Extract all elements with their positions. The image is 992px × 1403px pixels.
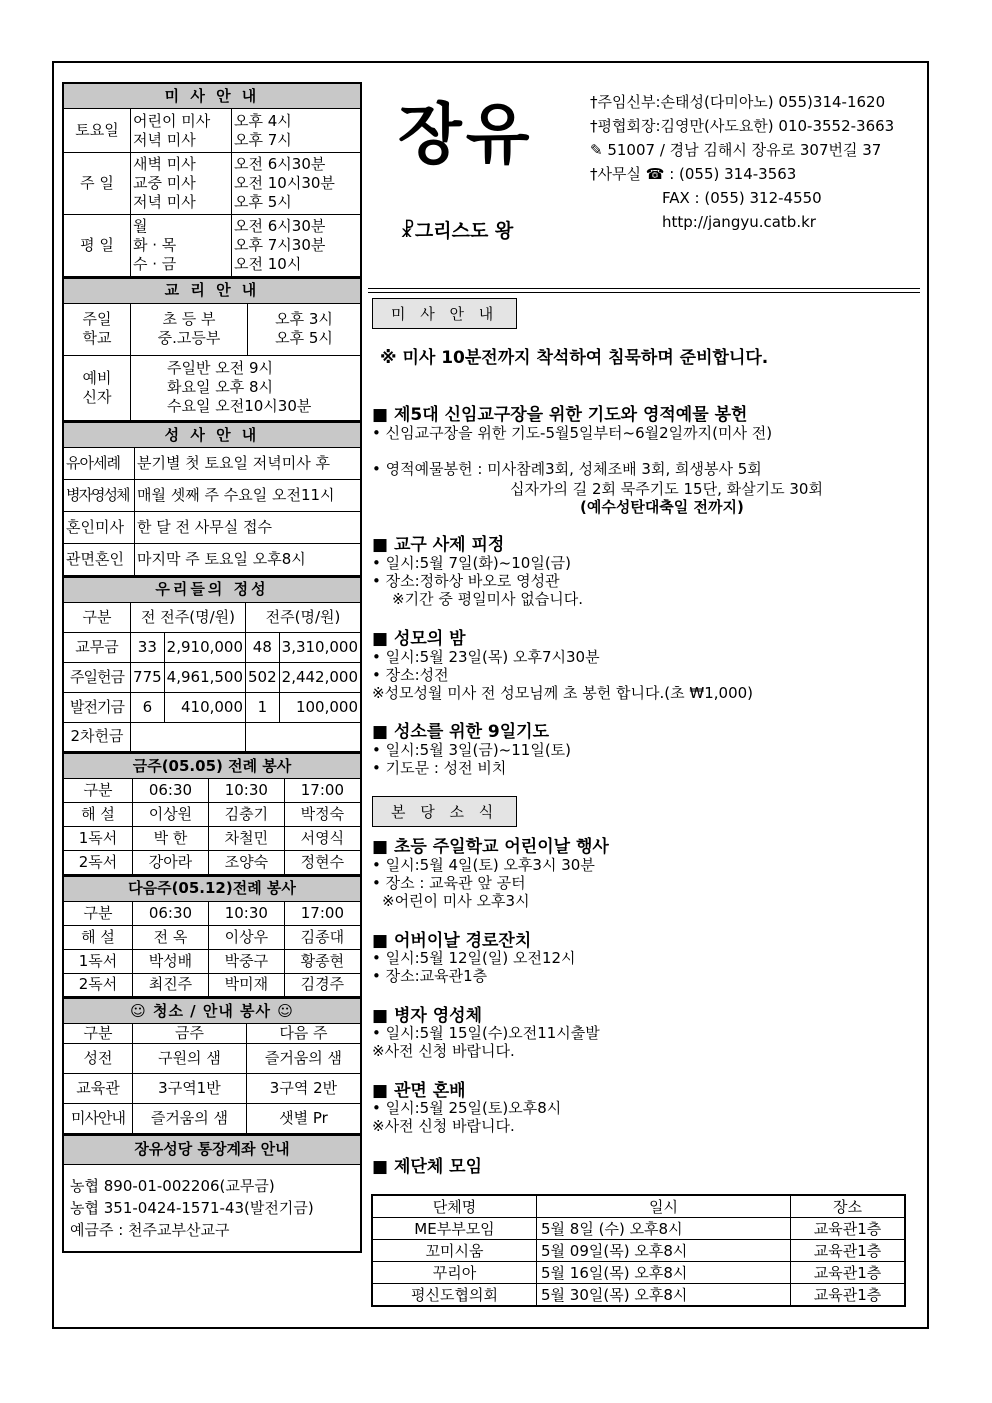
team: 샛별 Pr bbox=[246, 1104, 361, 1134]
col-head: 17:00 bbox=[284, 901, 361, 925]
notice-line: ※기간 중 평일미사 없습니다. bbox=[392, 590, 584, 608]
notice-line: 십자가의 길 2회 묵주기도 15단, 화살기도 30회 bbox=[510, 480, 823, 498]
person: 전 옥 bbox=[133, 925, 209, 949]
nextweek-header: 다음주(05.12)전례 봉사 bbox=[63, 876, 361, 901]
contact-block bbox=[590, 90, 894, 234]
address-line: ✎ 51007 / 경남 김해시 장유로 307번길 37 bbox=[590, 141, 882, 159]
section-heading: ■ 교구 사제 피정 bbox=[372, 535, 505, 555]
role: 2독서 bbox=[63, 851, 133, 875]
catechumen-times: 주일반 오전 9시 화요일 오후 8시 수요일 오전10시30분 bbox=[131, 355, 362, 421]
offering-cell: 33 bbox=[131, 632, 165, 662]
mass-note: ※ 미사 10분전까지 착석하여 침묵하며 준비합니다. bbox=[380, 348, 769, 368]
council-line: †평협회장:김영만(사도요한) 010-3552-3663 bbox=[590, 117, 895, 135]
notice-line: ※사전 신청 바랍니다. bbox=[372, 1117, 515, 1135]
role: 1독서 bbox=[63, 949, 133, 973]
group-place: 교육관1층 bbox=[791, 1262, 906, 1284]
person: 김종대 bbox=[284, 925, 361, 949]
offering-row-label: 발전기금 bbox=[63, 692, 131, 722]
section-heading: ■ 성모의 밤 bbox=[372, 629, 466, 649]
sunday-school-label: 주일 학교 bbox=[63, 303, 131, 355]
offering-header: 우리들의 정성 bbox=[63, 577, 361, 602]
sacraments-table bbox=[62, 422, 362, 577]
thisweek-table bbox=[62, 753, 362, 876]
offering-cell: 1 bbox=[246, 692, 280, 722]
offering-row-label: 교무금 bbox=[63, 632, 131, 662]
mass-times: 오전 6시30분 오후 7시30분 오전 10시 bbox=[232, 215, 362, 277]
divider bbox=[368, 288, 920, 289]
group-name: 꼬미시움 bbox=[372, 1240, 537, 1262]
group-place: 교육관1층 bbox=[791, 1218, 906, 1240]
offering-row-label: 주일헌금 bbox=[63, 662, 131, 692]
person: 박 한 bbox=[133, 827, 209, 851]
section-heading: ■ 성소를 위한 9일기도 bbox=[372, 722, 550, 742]
offering-row-label: 2차헌금 bbox=[63, 722, 131, 752]
col-head: 구분 bbox=[63, 779, 133, 803]
sacrament-name: 관면혼인 bbox=[63, 544, 135, 576]
mass-header: 미 사 안 내 bbox=[63, 83, 361, 109]
person: 박중구 bbox=[208, 949, 284, 973]
office-line: †사무실 ☎ : (055) 314-3563 bbox=[590, 165, 797, 183]
col-head: 다음 주 bbox=[246, 1024, 361, 1044]
section-heading: ■ 어버이날 경로잔치 bbox=[372, 931, 532, 951]
person: 조양숙 bbox=[208, 851, 284, 875]
person: 박정숙 bbox=[284, 803, 361, 827]
offering-cell: 2,442,000 bbox=[279, 662, 361, 692]
group-time: 5월 16일(목) 오후8시 bbox=[537, 1262, 791, 1284]
col-head: 10:30 bbox=[208, 901, 284, 925]
group-name: ME부부모임 bbox=[372, 1218, 537, 1240]
person: 이상원 bbox=[133, 803, 209, 827]
thisweek-header: 금주(05.05) 전례 봉사 bbox=[63, 754, 361, 779]
col-head: 구분 bbox=[63, 1024, 133, 1044]
col-head: 금주 bbox=[133, 1024, 247, 1044]
fax-line: FAX : (055) 312-4550 bbox=[662, 189, 822, 207]
mass-table bbox=[62, 82, 362, 278]
person: 김충기 bbox=[208, 803, 284, 827]
doctrine-table bbox=[62, 278, 362, 423]
person: 정현수 bbox=[284, 851, 361, 875]
person: 황종현 bbox=[284, 949, 361, 973]
section-heading: ■ 관면 혼배 bbox=[372, 1081, 466, 1101]
col-head: 06:30 bbox=[133, 901, 209, 925]
sacrament-detail: 한 달 전 사무실 접수 bbox=[135, 512, 362, 544]
notice-line: • 신임교구장을 위한 기도-5월5일부터~6월2일까지(미사 전) bbox=[372, 424, 773, 442]
person: 이상우 bbox=[208, 925, 284, 949]
notice-line: • 일시:5월 12일(일) 오전12시 bbox=[372, 949, 576, 967]
group-place: 교육관1층 bbox=[791, 1284, 906, 1307]
mass-times: 오후 4시 오후 7시 bbox=[232, 109, 362, 153]
team: 3구역1반 bbox=[133, 1074, 247, 1104]
notice-line: • 일시:5월 7일(화)~10일(금) bbox=[372, 554, 572, 572]
col-head: 17:00 bbox=[284, 779, 361, 803]
notice-line: • 영적예물봉헌 : 미사참례3회, 성체조배 3회, 희생봉사 5회 bbox=[372, 460, 762, 478]
mass-day: 평 일 bbox=[63, 215, 131, 277]
person: 강아라 bbox=[133, 851, 209, 875]
place: 미사안내 bbox=[63, 1104, 133, 1134]
sunday-school-times: 오후 3시 오후 5시 bbox=[248, 303, 362, 355]
sacraments-header: 성 사 안 내 bbox=[63, 423, 361, 448]
sacrament-name: 혼인미사 bbox=[63, 512, 135, 544]
offering-col: 전 전주(명/원) bbox=[131, 602, 246, 632]
offering-cell: 2,910,000 bbox=[164, 632, 245, 662]
account-line-2: 농협 351-0424-1571-43(발전기금) bbox=[70, 1198, 314, 1217]
offering-col: 전주(명/원) bbox=[246, 602, 361, 632]
team: 구원의 샘 bbox=[133, 1044, 247, 1074]
catechumen-label: 예비 신자 bbox=[63, 355, 131, 421]
pastor-line: †주임신부:손태성(다미아노) 055)314-1620 bbox=[590, 93, 886, 111]
account-table bbox=[62, 1135, 362, 1254]
offering-cell: 4,961,500 bbox=[164, 662, 245, 692]
person: 서영식 bbox=[284, 827, 361, 851]
place: 교육관 bbox=[63, 1074, 133, 1104]
masthead-title: 장유 bbox=[398, 96, 534, 173]
section-heading: ■ 병자 영성체 bbox=[372, 1006, 483, 1026]
person: 김경주 bbox=[284, 973, 361, 997]
sacrament-detail: 매월 셋째 주 수요일 오전11시 bbox=[135, 480, 362, 512]
sacrament-name: 병자영성체 bbox=[63, 480, 135, 512]
group-time: 5월 30일(목) 오후8시 bbox=[537, 1284, 791, 1307]
section-heading: ■ 제5대 신임교구장을 위한 기도와 영적예물 봉헌 bbox=[372, 405, 748, 425]
col-head: 구분 bbox=[63, 901, 133, 925]
notice-line: • 장소:교육관1층 bbox=[372, 967, 488, 985]
mass-names: 새벽 미사 교중 미사 저녁 미사 bbox=[131, 153, 232, 215]
role: 해 설 bbox=[63, 803, 133, 827]
notice-line: ※성모성월 미사 전 성모님께 초 봉헌 합니다.(초 ₩1,000) bbox=[372, 684, 754, 702]
person: 최진주 bbox=[133, 973, 209, 997]
group-time: 5월 8일 (수) 오후8시 bbox=[537, 1218, 791, 1240]
masthead-subtitle: ☧그리스도 왕 bbox=[400, 220, 514, 242]
role: 2독서 bbox=[63, 973, 133, 997]
group-name: 평신도협의회 bbox=[372, 1284, 537, 1307]
sacrament-detail: 분기별 첫 토요일 저녁미사 후 bbox=[135, 448, 362, 480]
web-line: http://jangyu.catb.kr bbox=[662, 213, 816, 231]
mass-notice-box: 미 사 안 내 bbox=[372, 298, 517, 329]
group-name: 꾸리아 bbox=[372, 1262, 537, 1284]
section-heading: ■ 제단체 모임 bbox=[372, 1157, 483, 1177]
parish-news-box: 본 당 소 식 bbox=[372, 796, 517, 827]
col-head: 10:30 bbox=[208, 779, 284, 803]
sacrament-detail: 마지막 주 토요일 오후8시 bbox=[135, 544, 362, 576]
section-heading: ■ 초등 주일학교 어린이날 행사 bbox=[372, 837, 609, 857]
notice-line: • 일시:5월 25일(토)오후8시 bbox=[372, 1099, 562, 1117]
group-schedule-table bbox=[371, 1194, 906, 1307]
offering-cell: 100,000 bbox=[279, 692, 361, 722]
group-place: 교육관1층 bbox=[791, 1240, 906, 1262]
sunday-school-groups: 초 등 부 중.고등부 bbox=[131, 303, 248, 355]
cleaning-header: ☺ 청소 / 안내 봉사 ☺ bbox=[63, 999, 361, 1024]
account-header: 장유성당 통장계좌 안내 bbox=[63, 1135, 361, 1164]
offering-cell: 6 bbox=[131, 692, 165, 722]
notice-line: • 일시:5월 15일(수)오전11시출발 bbox=[372, 1024, 600, 1042]
offering-cell: 410,000 bbox=[164, 692, 245, 722]
mass-names: 월 화 · 목 수 · 금 bbox=[131, 215, 232, 277]
team: 3구역 2반 bbox=[246, 1074, 361, 1104]
team: 즐거움의 샘 bbox=[246, 1044, 361, 1074]
col-head: 장소 bbox=[791, 1195, 906, 1218]
offering-table bbox=[62, 577, 362, 754]
col-head: 단체명 bbox=[372, 1195, 537, 1218]
offering-cell: 3,310,000 bbox=[279, 632, 361, 662]
offering-cell: 775 bbox=[131, 662, 165, 692]
notice-line: ※사전 신청 바랍니다. bbox=[372, 1042, 515, 1060]
person: 박성배 bbox=[133, 949, 209, 973]
group-time: 5월 09일(목) 오후8시 bbox=[537, 1240, 791, 1262]
offering-cell bbox=[246, 722, 361, 752]
place: 성전 bbox=[63, 1044, 133, 1074]
cleaning-table bbox=[62, 998, 362, 1135]
mass-day: 토요일 bbox=[63, 109, 131, 153]
col-head: 일시 bbox=[537, 1195, 791, 1218]
notice-line: • 일시:5월 23일(목) 오후7시30분 bbox=[372, 648, 600, 666]
notice-line: • 일시:5월 3일(금)~11일(토) bbox=[372, 741, 572, 759]
nextweek-table bbox=[62, 876, 362, 999]
left-column bbox=[62, 82, 362, 1325]
notice-line: ※어린이 미사 오후3시 bbox=[382, 892, 530, 910]
notice-line: • 기도문 : 성전 비치 bbox=[372, 759, 507, 777]
person: 박미재 bbox=[208, 973, 284, 997]
col-head: 06:30 bbox=[133, 779, 209, 803]
doctrine-header: 교 리 안 내 bbox=[63, 278, 361, 303]
offering-cell: 502 bbox=[246, 662, 280, 692]
notice-line: (예수성탄대축일 전까지) bbox=[580, 498, 744, 516]
notice-line: • 장소:정하상 바오로 영성관 bbox=[372, 572, 560, 590]
team: 즐거움의 샘 bbox=[133, 1104, 247, 1134]
sacrament-name: 유아세례 bbox=[63, 448, 135, 480]
role: 해 설 bbox=[63, 925, 133, 949]
person: 차철민 bbox=[208, 827, 284, 851]
account-holder: 예금주 : 천주교부산교구 bbox=[70, 1220, 230, 1239]
offering-cell: 48 bbox=[246, 632, 280, 662]
notice-line: • 장소 : 교육관 앞 공터 bbox=[372, 874, 526, 892]
mass-times: 오전 6시30분 오전 10시30분 오후 5시 bbox=[232, 153, 362, 215]
role: 1독서 bbox=[63, 827, 133, 851]
notice-line: • 일시:5월 4일(토) 오후3시 30분 bbox=[372, 856, 595, 874]
notice-line: • 장소:성전 bbox=[372, 666, 449, 684]
divider bbox=[368, 292, 920, 293]
mass-names: 어린이 미사 저녁 미사 bbox=[131, 109, 232, 153]
offering-cell bbox=[131, 722, 246, 752]
mass-day: 주 일 bbox=[63, 153, 131, 215]
account-line-1: 농협 890-01-002206(교무금) bbox=[70, 1176, 275, 1195]
offering-col: 구분 bbox=[63, 602, 131, 632]
